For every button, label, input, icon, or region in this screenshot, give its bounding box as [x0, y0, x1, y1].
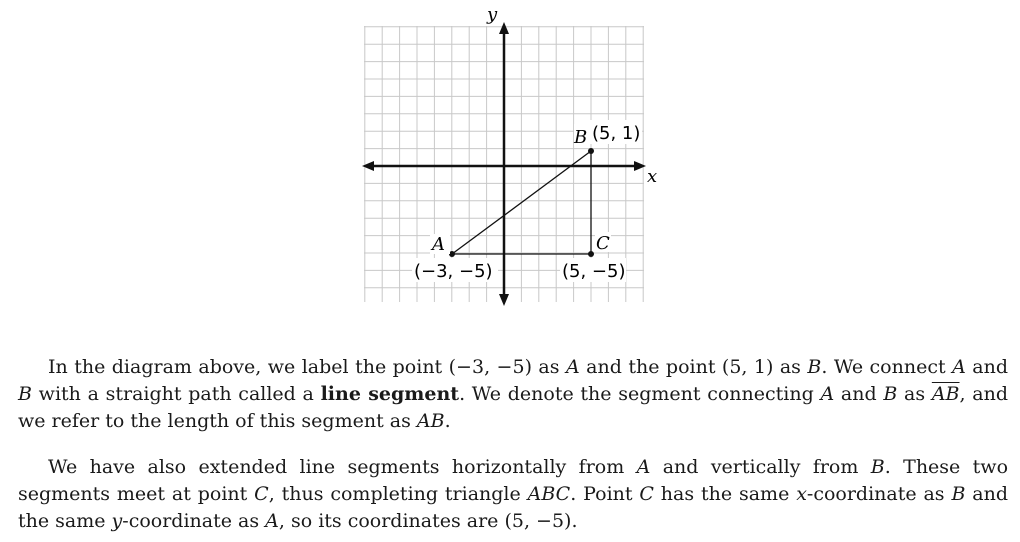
- paragraph-line-segment: In the diagram above, we label the point (−3, −5) as A and the point (5, 1) as B. We connect A and B with a straight path called a line segment. We denote the segment connecting A and B as $\overline{AB}$, and we refer to the length of this segment as AB.: [18, 356, 1008, 432]
- point-b-label: (5, 1): [592, 123, 641, 144]
- point-c-label: (5, −5): [562, 261, 626, 282]
- segment-notation: $\overline{AB}$: [931, 383, 960, 405]
- point-b-dot: [588, 148, 594, 154]
- x-axis-arrow-left-icon: [362, 161, 374, 171]
- y-axis-arrow-up-icon: [499, 22, 509, 34]
- y-axis-arrow-down-icon: [499, 294, 509, 306]
- paragraph-triangle: We have also extended line segments horizontally from A and vertically from B. These two segments meet at point C, thus completing triangle ABC. Point C has the same x-coordinate as B and the same y-coordinate as A, so its coordinates are (5, −5).: [18, 456, 1009, 532]
- y-axis: [499, 22, 509, 306]
- point-c-name: C: [596, 233, 610, 254]
- y-axis-label: y: [487, 4, 498, 25]
- x-axis-label: x: [647, 166, 658, 187]
- point-a-label: (−3, −5): [414, 261, 493, 282]
- point-a-name: A: [432, 234, 445, 255]
- coordinate-diagram: [350, 0, 670, 315]
- x-axis-arrow-right-icon: [634, 161, 646, 171]
- point-b-name: B: [574, 127, 588, 148]
- point-c-dot: [588, 251, 594, 257]
- term-line-segment: line segment: [320, 383, 460, 405]
